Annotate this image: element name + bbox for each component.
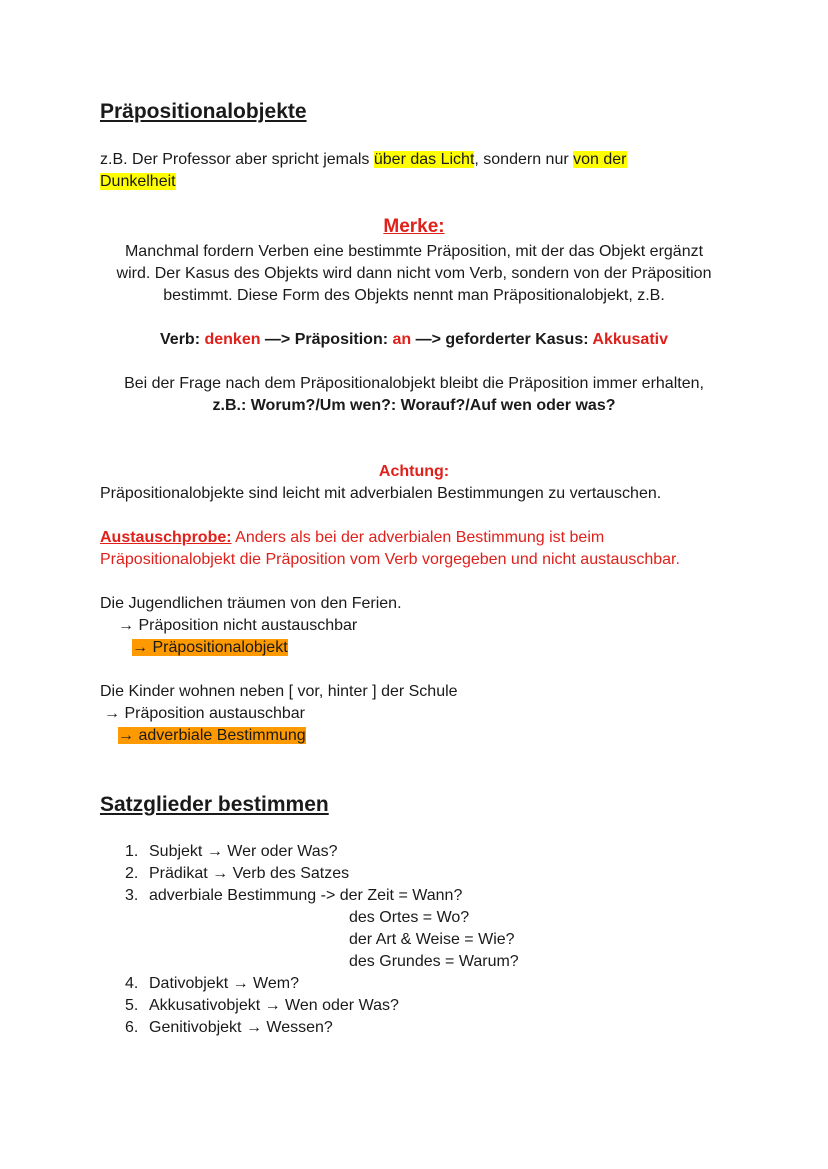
- list-item: 1. Subjekt → Wer oder Was?: [125, 843, 338, 860]
- merke-heading: Merke:: [383, 216, 445, 237]
- section-title-praepositionalobjekte: Präpositionalobjekte: [100, 100, 307, 123]
- list-item-sub: der Art & Weise = Wie?: [349, 931, 515, 948]
- achtung-heading: Achtung:: [378, 463, 450, 480]
- formula-kasus: Akkusativ: [592, 331, 668, 348]
- example3-sentence: Die Kinder wohnen neben [ vor, hinter ] der Schule: [100, 683, 458, 700]
- highlight-dunkelheit: Dunkelheit: [100, 173, 176, 190]
- austauschprobe-line1: Austauschprobe: Anders als bei der adverbialen Bestimmung ist beim: [100, 529, 605, 546]
- austauschprobe-label: Austauschprobe:: [100, 529, 232, 546]
- merke-text-line1: Manchmal fordern Verben eine bestimmte Präposition, mit der das Objekt ergänzt: [124, 243, 704, 260]
- example-sentence-cont: [100, 171, 176, 193]
- merke-text-line3: bestimmt. Diese Form des Objekts nennt man Präpositionalobjekt, z.B.: [163, 287, 665, 304]
- formula-verb: denken: [204, 331, 261, 348]
- list-item-sub: des Grundes = Warum?: [349, 953, 519, 970]
- highlight-ueber-das-licht: über das Licht: [373, 151, 475, 168]
- example-sentence: z.B. Der Professor aber spricht jemals über das Licht, sondern nur von der: [100, 151, 627, 168]
- list-item: 6. Genitivobjekt → Wessen?: [125, 1019, 333, 1036]
- merke-text-line2: wird. Der Kasus des Objekts wird dann nicht vom Verb, sondern von der Präposition: [116, 265, 712, 282]
- question-line1: Bei der Frage nach dem Präpositionalobjekt bleibt die Präposition immer erhalten,: [124, 375, 704, 392]
- example2-sentence: Die Jugendlichen träumen von den Ferien.: [100, 595, 402, 612]
- list-item: 5. Akkusativobjekt → Wen oder Was?: [125, 997, 399, 1014]
- list-item: 2. Prädikat → Verb des Satzes: [125, 865, 350, 882]
- list-item-sub: des Ortes = Wo?: [349, 909, 470, 926]
- formula-line: Verb: denken —> Präposition: an —> geforderter Kasus: Akkusativ: [160, 331, 668, 348]
- formula-preposition: an: [392, 331, 412, 348]
- section-title-satzglieder: Satzglieder bestimmen: [100, 793, 329, 816]
- highlight-von-der: von der: [573, 151, 627, 168]
- list-item: 4. Dativobjekt → Wem?: [125, 975, 299, 992]
- example3-arrow: → Präposition austauschbar: [104, 705, 305, 722]
- austauschprobe-line2: Präpositionalobjekt die Präposition vom Verb vorgegeben und nicht austauschbar.: [100, 551, 680, 568]
- achtung-text: Präpositionalobjekte sind leicht mit adverbialen Bestimmungen zu vertauschen.: [100, 485, 662, 502]
- question-line2: z.B.: Worum?/Um wen?: Worauf?/Auf wen oder was?: [212, 397, 616, 414]
- example2-result: → Präpositionalobjekt: [132, 639, 288, 656]
- example3-result: → adverbiale Bestimmung: [118, 727, 306, 744]
- example2-arrow: → Präposition nicht austauschbar: [118, 617, 358, 634]
- list-item: 3. adverbiale Bestimmung -> der Zeit = Wann?: [125, 887, 463, 904]
